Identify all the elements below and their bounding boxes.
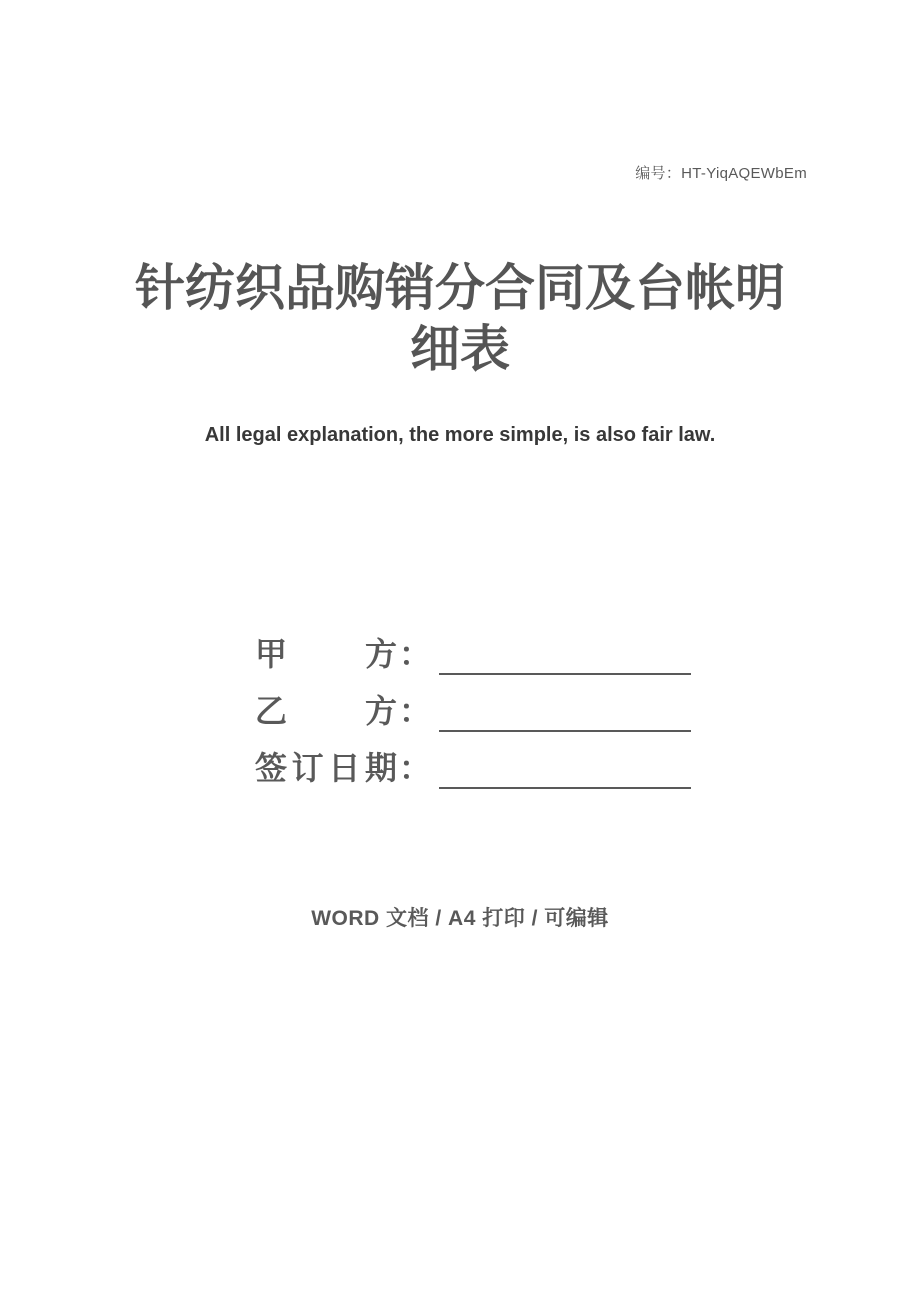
signing-date-fill-line: [439, 759, 691, 789]
party-a-label: 甲方: [255, 636, 397, 672]
party-a-colon: ：: [399, 636, 432, 672]
party-a-row: [255, 636, 691, 675]
party-b-label: 乙方: [255, 693, 397, 729]
party-a-fill-line: [439, 645, 691, 675]
footer-note: WORD 文档 / A4 打印 / 可编辑: [311, 907, 609, 930]
party-b-fill-line: [439, 702, 691, 732]
party-b-row: [255, 693, 691, 732]
document-subtitle: All legal explanation, the more simple, is also fair law.: [204, 424, 716, 446]
document-number: 编号：HT-YiqAQEWbEm: [635, 165, 807, 182]
signature-form: [255, 636, 691, 811]
party-b-colon: ：: [399, 693, 432, 729]
signing-date-label: 签订日期: [255, 750, 397, 786]
signing-date-colon: ：: [399, 750, 432, 786]
document-title-line-2: 细表: [410, 321, 510, 377]
signing-date-row: [255, 750, 691, 789]
document-title-line-1: 针纺织品购销分合同及台帐明: [135, 260, 785, 316]
document-title: [0, 258, 920, 380]
